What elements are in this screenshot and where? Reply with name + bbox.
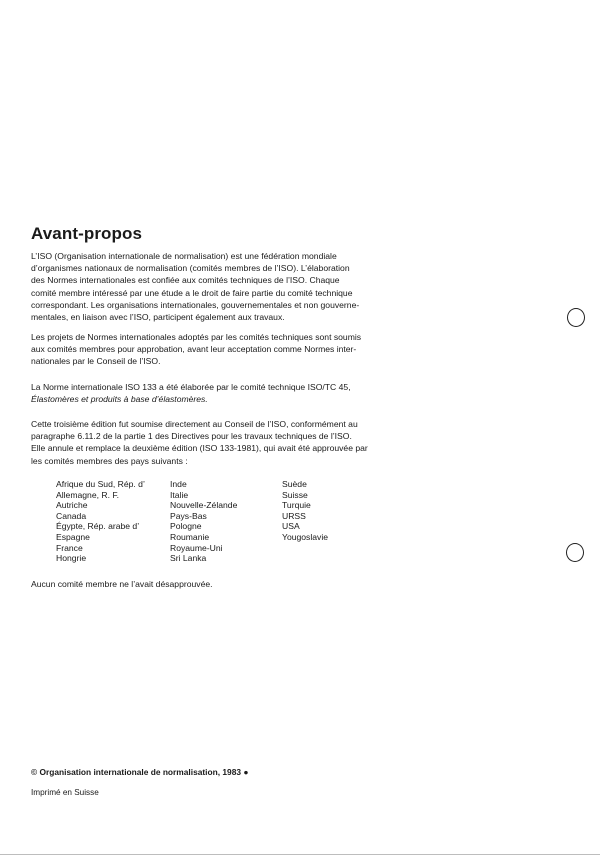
country-list-column-1 (56, 479, 145, 564)
country-item: Inde (170, 479, 187, 489)
paragraph-no-disapproval (31, 578, 571, 590)
text-line: d’organismes nationaux de normalisation (comités membres de l’ISO). L’élaboration (31, 263, 350, 274)
country-item: Canada (56, 510, 87, 521)
country-item: Égypte, Rép. arabe d’ (56, 521, 140, 532)
country-item: Autriche (56, 500, 88, 511)
country-item: Hongrie (56, 553, 87, 564)
copyright-notice: © Organisation internationale de normalisation, 1983 ● (31, 767, 249, 777)
text-line: L’ISO (Organisation internationale de normalisation) est une fédération mondiale (31, 251, 337, 261)
country-item: Pologne (170, 521, 202, 532)
country-item: Suisse (282, 489, 308, 500)
text-line: paragraphe 6.11.2 de la partie 1 des Directives pour les travaux techniques de l’ISO. (31, 431, 352, 442)
country-item: Yougoslavie (282, 531, 329, 542)
committee-title-italic: Élastomères et produits à base d’élastomères. (31, 394, 208, 405)
text-line: Elle annule et remplace la deuxième édition (ISO 133-1981), qui avait été approuvée par (31, 443, 368, 454)
country-item: Nouvelle-Zélande (170, 500, 238, 511)
country-item: Pays-Bas (170, 510, 207, 521)
text-line: mentales, en liaison avec l’ISO, participent également aux travaux. (31, 312, 285, 323)
country-item: Sri Lanka (170, 553, 207, 564)
text-line: les comités membres des pays suivants : (31, 455, 188, 466)
country-item: Turquie (282, 500, 311, 511)
paragraph-draft-standards (31, 331, 571, 368)
country-item: Allemagne, R. F. (56, 489, 120, 500)
country-item: Afrique du Sud, Rép. d’ (56, 479, 145, 489)
country-item: Italie (170, 489, 189, 500)
text-line: La Norme internationale ISO 133 a été élaborée par le comité technique ISO/TC 45, (31, 382, 351, 392)
country-item: Suède (282, 479, 307, 489)
text-line: Cette troisième édition fut soumise directement au Conseil de l’ISO, conformément au (31, 419, 358, 429)
page-bottom-edge (0, 854, 600, 855)
country-item: France (56, 542, 83, 553)
country-list-column-2 (170, 479, 237, 564)
text-line: correspondant. Les organisations internationales, gouvernementales et non gouverne- (31, 299, 360, 310)
country-item: Espagne (56, 531, 90, 542)
country-item: Royaume-Uni (170, 542, 223, 553)
punch-hole-icon (566, 543, 584, 562)
country-list-column-3 (282, 479, 328, 543)
printed-in-notice: Imprimé en Suisse (31, 788, 99, 797)
punch-hole-icon (567, 308, 585, 327)
text-line: aux comités membres pour approbation, avant leur acceptation comme Normes inter- (31, 344, 357, 355)
paragraph-third-edition (31, 418, 571, 467)
country-item: USA (282, 521, 300, 532)
text-line: des Normes internationales est confiée aux comités techniques de l’ISO. Chaque (31, 275, 340, 286)
paragraph-iso-133 (31, 381, 571, 405)
text-line: nationales par le Conseil de l’ISO. (31, 356, 161, 367)
text-line: Les projets de Normes internationales adoptés par les comités techniques sont soumis (31, 332, 362, 342)
paragraph-iso-intro (31, 250, 571, 323)
text-line: comité membre intéressé par une étude a le droit de faire partie du comité technique (31, 287, 353, 298)
country-item: Roumanie (170, 531, 210, 542)
page-title: Avant-propos (31, 224, 143, 243)
text-line: Aucun comité membre ne l’avait désapprouvée. (31, 579, 213, 589)
country-item: URSS (282, 510, 306, 521)
